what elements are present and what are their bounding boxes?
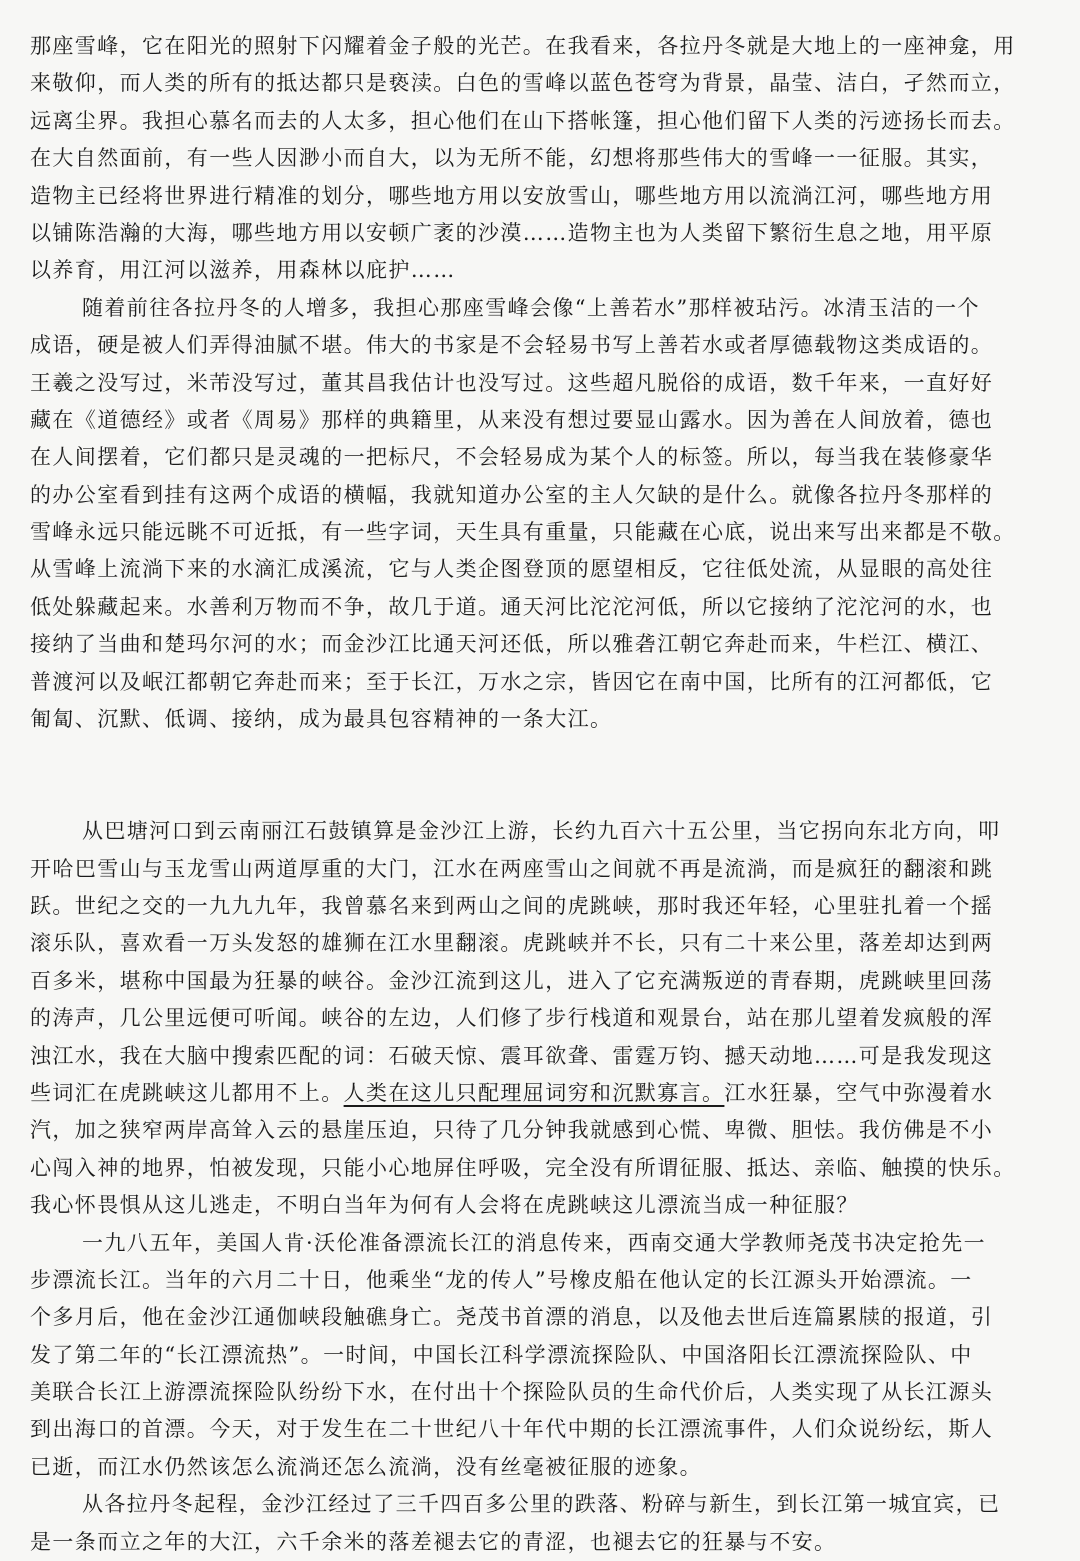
essay-page [0,28,1080,1554]
text-line: 浊江水，我在大脑中搜索匹配的词：石破天惊、震耳欲聋、雷霆万钧、撼天动地……可是我发现这 [30,1043,994,1068]
text-line: 远离尘界。我担心慕名而去的人太多，担心他们在山下搭帐篷，担心他们留下人类的污迹扬长而去。 [30,108,1016,133]
text-line: 发了第二年的“长江漂流热”。一时间，中国长江科学漂流探险队、中国洛阳长江漂流探险队、中 [30,1342,973,1367]
text-line: 我心怀畏惧从这儿逃走，不明白当年为何有人会将在虎跳峡这儿漂流当成一种征服？ [30,1193,859,1218]
text-line: 在人间摆着，它们都只是灵魂的一把标尺，不会轻易成为某个人的标签。所以，每当我在装修豪华 [30,445,994,470]
text-line: 匍匐、沉默、低调、接纳，成为最具包容精神的一条大江。 [30,707,613,732]
text-line [30,738,1068,775]
paragraph-first-line: 随着前往各拉丹冬的人增多，我担心那座雪峰会像“上善若水”那样被玷污。冰清玉洁的一个 [82,295,980,320]
text-line: 到出海口的首漂。今天，对于发生在二十世纪八十年代中期的长江漂流事件，人们众说纷纭，斯人 [30,1417,994,1442]
text-line: 的办公室看到挂有这两个成语的横幅，我就知道办公室的主人欠缺的是什么。就像各拉丹冬那样的 [30,482,994,507]
text-line: 以铺陈浩瀚的大海，哪些地方用以安顿广袤的沙漠……造物主也为人类留下繁衍生息之地，用平原 [30,220,994,245]
underlined-sentence: 人类在这儿只配理屈词穷和沉默寡言。 [343,1080,725,1105]
text-line: 美联合长江上游漂流探险队纷纷下水，在付出十个探险队员的生命代价后，人类实现了从长江源头 [30,1380,994,1405]
text-line: 那座雪峰，它在阳光的照射下闪耀着金子般的光芒。在我看来，各拉丹冬就是大地上的一座神龛，用 [30,34,1016,58]
underlined-text-line [30,1075,1068,1112]
text-line: 雪峰永远只能远眺不可近抵，有一些字词，天生具有重量，只能藏在心底，说出来写出来都是不敬。 [30,520,1016,545]
paragraph-first-line: 一九八五年，美国人肯·沃伦准备漂流长江的消息传来，西南交通大学教师尧茂书决定抢先一 [82,1230,987,1255]
text-line: 普渡河以及岷江都朝它奔赴而来；至于长江，万水之宗，皆因它在南中国，比所有的江河都低，它 [30,669,994,694]
text-line: 开哈巴雪山与玉龙雪山两道厚重的大门，江水在两座雪山之间就不再是流淌，而是疯狂的翻滚和跳 [30,856,994,881]
text-line: 接纳了当曲和楚玛尔河的水；而金沙江比通天河还低，所以雅砻江朝它奔赴而来，牛栏江、横江、 [30,632,994,657]
text-line [30,776,1068,813]
text-line: 心闯入神的地界，怕被发现，只能小心地屏住呼吸，完全没有所谓征服、抵达、亲临、触摸的快乐。 [30,1155,1016,1180]
text-line: 已逝，而江水仍然该怎么流淌还怎么流淌，没有丝毫被征服的迹象。 [30,1454,702,1479]
text-line: 王羲之没写过，米芾没写过，董其昌我估计也没写过。这些超凡脱俗的成语，数千年来，一直好好 [30,370,994,395]
text-line: 的涛声，几公里远便可听闻。峡谷的左边，人们修了步行栈道和观景台，站在那儿望着发疯般的浑 [30,1006,994,1031]
text-line: 百多米，堪称中国最为狂暴的峡谷。金沙江流到这儿，进入了它充满叛逆的青春期，虎跳峡里回荡 [30,968,994,993]
text-line: 跃。世纪之交的一九九九年，我曾慕名来到两山之间的虎跳峡，那时我还年轻，心里驻扎着一个摇 [30,893,994,918]
paragraph-first-line: 从各拉丹冬起程，金沙江经过了三千四百多公里的跌落、粉碎与新生，到长江第一城宜宾，已 [82,1492,1001,1517]
paragraph-first-line: 从巴塘河口到云南丽江石鼓镇算是金沙江上游，长约九百六十五公里，当它拐向东北方向，叩 [82,819,1001,844]
text-line: 来敬仰，而人类的所有的抵达都只是亵渎。白色的雪峰以蓝色苍穹为背景，晶莹、洁白，孑然而立， [30,71,1016,96]
text-line: 在大自然面前，有一些人因渺小而自大，以为无所不能，幻想将那些伟大的雪峰一一征服。其实， [30,146,994,171]
text-line: 以养育，用江河以滋养，用森林以庇护…… [30,258,456,283]
text-line: 造物主已经将世界进行精准的划分，哪些地方用以安放雪山，哪些地方用以流淌江河，哪些地方用 [30,183,994,208]
text-line: 藏在《道德经》或者《周易》那样的典籍里，从来没有想过要显山露水。因为善在人间放着，德也 [30,407,994,432]
text-line: 步漂流长江。当年的六月二十日，他乘坐“龙的传人”号橡皮船在他认定的长江源头开始漂流。一 [30,1267,973,1292]
text-line: 低处躲藏起来。水善利万物而不争，故几于道。通天河比沱沱河低，所以它接纳了沱沱河的水，也 [30,594,994,619]
text-line: 滚乐队，喜欢看一万头发怒的雄狮在江水里翻滚。虎跳峡并不长，只有二十来公里，落差却达到两 [30,931,994,956]
text-line: 汽，加之狭窄两岸高耸入云的悬崖压迫，只待了几分钟我就感到心慌、卑微、胆怯。我仿佛是不小 [30,1118,994,1143]
text-line: 个多月后，他在金沙江通伽峡段触礁身亡。尧茂书首漂的消息，以及他去世后连篇累牍的报道，引 [30,1305,994,1330]
text-segment: 江水狂暴，空气中弥漫着水 [724,1080,994,1105]
text-line: 是一条而立之年的大江，六千余米的落差褪去它的青涩，也褪去它的狂暴与不安。 [30,1529,837,1554]
text-line: 成语，硬是被人们弄得油腻不堪。伟大的书家是不会轻易书写上善若水或者厚德载物这类成语的。 [30,333,994,358]
text-segment: 些词汇在虎跳峡这儿都用不上。 [30,1080,344,1105]
text-line: 从雪峰上流淌下来的水滴汇成溪流，它与人类企图登顶的愿望相反，它往低处流，从显眼的高处往 [30,557,994,582]
